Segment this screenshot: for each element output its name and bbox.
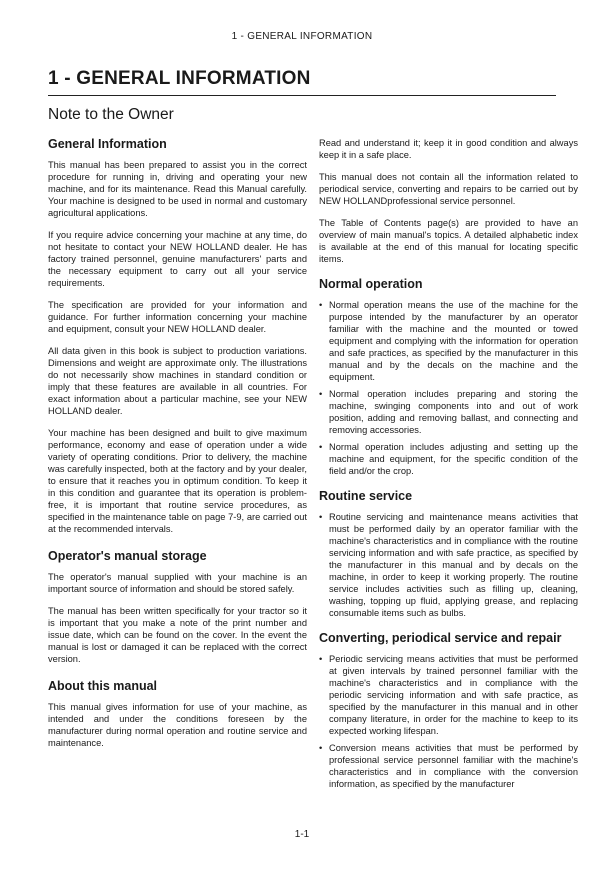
bullet-icon: • [319, 300, 323, 310]
manual-storage-heading: Operator's manual storage [48, 549, 207, 563]
intro-paragraph: Read and understand it; keep it in good condition and always keep it in a safe place. [319, 138, 578, 160]
bullet-icon: • [319, 442, 323, 452]
routine-service-list [319, 511, 578, 619]
section-title: Note to the Owner [48, 106, 174, 123]
normal-operation-heading: Normal operation [319, 277, 423, 291]
about-manual-paragraph: This manual gives information for use of your machine, as intended and under the conditions foreseen by the manufacturer during normal operation and routine service and maintenance. [48, 702, 307, 748]
converting-list [319, 653, 578, 790]
list-item [319, 742, 578, 790]
bullet-icon: • [319, 512, 323, 522]
manual-storage-paragraph: The operator's manual supplied with your machine is an important source of information and should be stored safely. [48, 572, 307, 594]
list-item [319, 388, 578, 436]
intro-paragraph: The Table of Contents page(s) are provided to have an overview of main manual's topics. A detailed alphabetic index is available at the end of this manual for locating specific items. [319, 218, 578, 264]
general-information-paragraph: This manual has been prepared to assist you in the correct procedure for running in, driving and operating your new machine, and for its maintenance. Read this Manual carefully. Your machine is designed to be used in normal and customary agricultural applications. [48, 160, 307, 218]
normal-operation-list [319, 299, 578, 477]
right-column [319, 137, 578, 798]
list-item [319, 653, 578, 737]
list-item-text: Periodic servicing means activities that must be performed at given intervals by trained personnel familiar with the machine's characteristics and in compliance with the periodic servicing information and with safe practice, as specified by the manufacturer in this manual and in other company literature, in order for the machine to keep to its expected working lifespan. [329, 654, 578, 736]
list-item-text: Conversion means activities that must be performed by professional service personnel familiar with the machine's characteristics and in compliance with the conversion information, as specified by the manufacturer [329, 743, 578, 789]
about-manual-heading: About this manual [48, 679, 158, 693]
left-column [48, 137, 307, 759]
list-item [319, 299, 578, 383]
general-information-paragraph: If you require advice concerning your machine at any time, do not hesitate to contact your NEW HOLLAND dealer. He has factory trained personnel, genuine manufacturers' parts and the necessary equipment to carry out all your service requirements. [48, 230, 307, 288]
running-head: 1 - GENERAL INFORMATION [231, 31, 373, 42]
routine-service-heading: Routine service [319, 489, 413, 503]
bullet-icon: • [319, 654, 323, 664]
intro-paragraph: This manual does not contain all the information related to periodical service, converting and repairs to be carried out by NEW HOLLANDprofessional service personnel. [319, 172, 578, 206]
general-information-paragraph: Your machine has been designed and built to give maximum performance, economy and ease of operation under a wide variety of operating conditions. Prior to delivery, the machine was carefully inspected, both at the factory and by your dealer, to ensure that it reaches you in optimum condition. To keep it in this condition and guarantee that its operation is problem-free, it is important that routine service procedures, as specified in the maintenance table on page 7-9, are carried out at the recommended intervals. [48, 428, 307, 534]
general-information-heading: General Information [48, 137, 167, 151]
bullet-icon: • [319, 389, 323, 399]
bullet-icon: • [319, 743, 323, 753]
page-number: 1-1 [294, 829, 310, 840]
list-item [319, 511, 578, 619]
list-item-text: Normal operation includes preparing and storing the machine, swinging components into and out of work position, adding and removing ballast, and connecting and removing accessories. [329, 389, 578, 435]
list-item-text: Normal operation means the use of the machine for the purpose intended by the manufacturer by an operator familiar with the machine and the mounted or towed equipment and complying with the information for operation and safe practices, as specified by the manufacturer in this manual and by the decals on the machine and the equipment. [329, 300, 578, 382]
chapter-title: 1 - GENERAL INFORMATION [48, 68, 311, 89]
manual-storage-paragraph: The manual has been written specifically for your tractor so it is important that you make a note of the print number and issue date, which can be found on the cover. In the event the manual is lost or damaged it can be replaced with the correct version. [48, 606, 307, 664]
list-item-text: Normal operation includes adjusting and setting up the machine and equipment, for the specific condition of the field and/or the crop. [329, 442, 578, 476]
general-information-paragraph: All data given in this book is subject to production variations. Dimensions and weight are approximate only. The illustrations do not necessarily show machines in standard condition or imply that these features are available in all countries. For exact information about a particular machine, see your NEW HOLLAND dealer. [48, 346, 307, 416]
list-item-text: Routine servicing and maintenance means activities that must be performed daily by an operator familiar with the machine's characteristics and in compliance with the routine servicing information and with safe practice, as specified by the manufacturer in this manual and by decals on the machine, in order to keep it working properly. The routine service includes activities such as filling up, cleaning, washing, topping up fluid, applying grease, and replacing consumable items such as bulbs. [329, 512, 578, 618]
title-rule [48, 95, 556, 96]
general-information-paragraph: The specification are provided for your information and guidance. For further information concerning your machine and equipment, consult your NEW HOLLAND dealer. [48, 300, 307, 334]
converting-heading: Converting, periodical service and repair [319, 631, 562, 645]
list-item [319, 441, 578, 477]
